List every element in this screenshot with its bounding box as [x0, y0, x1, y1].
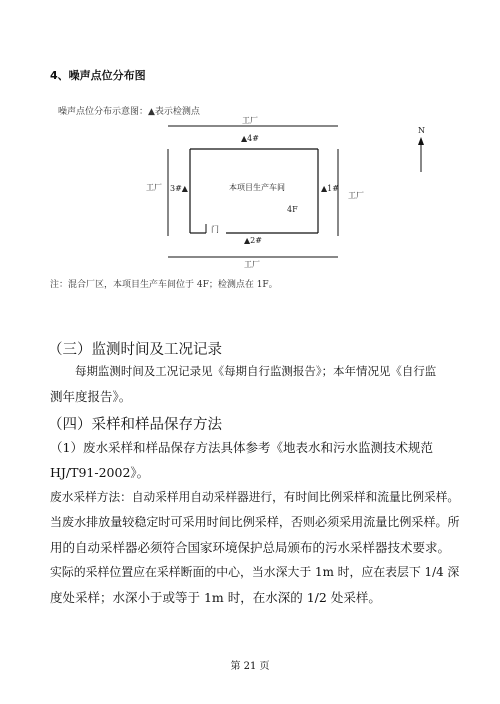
floor-label: 4F — [287, 205, 298, 214]
paragraph-line: 度处采样；水深小于或等于 1m 时，在水深的 1/2 处采样。 — [50, 590, 381, 605]
monitor-point-1: ▲1# — [321, 184, 339, 193]
section-heading-monitoring-time: （三）监测时间及工况记录 — [48, 342, 222, 358]
building-label: 本项目生产车间 — [229, 183, 285, 192]
factory-label-top: 工厂 — [242, 116, 258, 125]
paragraph-line: 废水采样方法：自动采样用自动采样器进行，有时间比例采样和流量比例采样。 — [50, 490, 460, 504]
north-label: N — [418, 126, 425, 135]
paragraph-line: 当废水排放量较稳定时可采用时间比例采样，否则必须采用流量比例采样。所 — [50, 515, 460, 529]
monitoring-time-paragraph — [50, 359, 460, 409]
section-heading-sampling: （四）采样和样品保存方法 — [48, 417, 222, 433]
page-number: 第 21 页 — [230, 661, 270, 672]
paragraph-line: 用的自动采样器必须符合国家环境保护总局颁布的污水采样器技术要求。 — [50, 540, 451, 555]
paragraph-line: 每期监测时间及工况记录见《每期自行监测报告》；本年情况见《自行监 — [75, 364, 437, 378]
monitor-point-3: 3#▲ — [170, 184, 188, 193]
monitor-point-4: ▲4# — [241, 134, 259, 143]
door-label: 门 — [211, 225, 219, 234]
paragraph-line: HJ/T91-2002》。 — [50, 465, 150, 480]
monitor-point-2: ▲2# — [244, 236, 262, 245]
factory-label-bottom: 工厂 — [244, 260, 260, 269]
north-arrow-icon — [418, 137, 424, 172]
diagram-caption: 噪声点位分布示意图：▲表示检测点 — [58, 107, 200, 117]
paragraph-line: 测年度报告》。 — [50, 389, 132, 404]
paragraph-line: 实际的采样位置应在采样断面的中心，当水深大于 1m 时，应在表层下 1/4 深 — [50, 565, 460, 579]
sampling-paragraph — [50, 435, 460, 610]
factory-label-left: 工厂 — [146, 183, 162, 192]
section-heading: 4、噪声点位分布图 — [50, 69, 146, 82]
factory-label-right: 工厂 — [348, 191, 364, 200]
diagram-note: 注：混合厂区，本项目生产车间位于 4F；检测点在 1F。 — [50, 280, 278, 290]
paragraph-line: （1）废水采样和样品保存方法具体参考《地表水和污水监测技术规范 — [50, 440, 433, 455]
